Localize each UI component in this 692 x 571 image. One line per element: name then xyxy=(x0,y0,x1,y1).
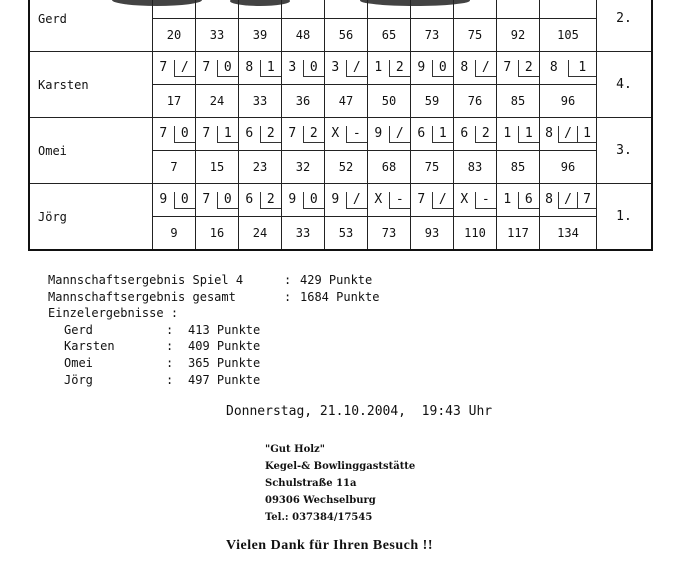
roll-mark: 1 xyxy=(374,60,383,75)
individual-result: Jörg : 497 Punkte xyxy=(64,372,261,387)
roll-mark: 0 xyxy=(217,192,239,209)
frame-score: 105 xyxy=(540,19,597,52)
frame-score: 134 xyxy=(540,217,597,251)
roll-mark: 8 xyxy=(460,60,469,75)
roll-mark: 9 xyxy=(417,60,426,75)
frame-rolls xyxy=(153,52,196,85)
frame-score: 48 xyxy=(282,19,325,52)
frame-score: 76 xyxy=(454,85,497,118)
player-rank: 2. xyxy=(597,0,653,52)
thank-you-message: Vielen Dank für Ihren Besuch !! xyxy=(226,538,433,553)
frame-score: 92 xyxy=(497,19,540,52)
frame-score: 33 xyxy=(196,19,239,52)
roll-mark: 0 xyxy=(217,60,239,77)
frame-score: 36 xyxy=(282,85,325,118)
roll-mark: 1 xyxy=(432,126,454,143)
scoresheet-table xyxy=(28,0,653,251)
roll-mark: 2 xyxy=(260,126,282,143)
roll-mark: 8 xyxy=(545,126,553,141)
frame-rolls xyxy=(411,118,454,151)
address-line: 09306 Wechselburg xyxy=(265,495,376,506)
individual-results-list xyxy=(48,322,379,388)
roll-mark: 7 xyxy=(202,60,211,75)
roll-mark: 7 xyxy=(202,126,211,141)
frame-score: 33 xyxy=(282,217,325,251)
roll-mark: 1 xyxy=(577,126,596,143)
frame-rolls xyxy=(540,0,597,19)
roll-mark: 6 xyxy=(245,126,254,141)
frame-score: 56 xyxy=(325,19,368,52)
roll-mark: 6 xyxy=(460,126,469,141)
frame-rolls xyxy=(239,184,282,217)
frame-rolls xyxy=(497,0,540,19)
roll-mark: 7 xyxy=(202,192,211,207)
frame-rolls xyxy=(497,184,540,217)
team-total-label: Mannschaftsergebnis gesamt xyxy=(48,289,236,304)
team-game-value: 429 Punkte xyxy=(300,273,373,287)
frame-score: 73 xyxy=(368,217,411,251)
address-line: Kegel-& Bowlinggaststätte xyxy=(265,461,416,472)
results-summary xyxy=(48,272,379,388)
scoresheet-body xyxy=(29,0,652,250)
roll-mark: 7 xyxy=(288,126,297,141)
frame-rolls xyxy=(325,118,368,151)
frame-score: 85 xyxy=(497,85,540,118)
roll-mark: 0 xyxy=(174,192,196,209)
roll-mark: 7 xyxy=(417,192,426,207)
team-total-value: 1684 Punkte xyxy=(300,289,380,304)
team-game-result: Mannschaftsergebnis Spiel 4 : 429 Punkte xyxy=(48,273,373,287)
player-rolls-row xyxy=(29,118,652,151)
frame-score: 75 xyxy=(411,151,454,184)
roll-mark: X xyxy=(331,126,340,141)
roll-mark: / xyxy=(346,60,368,77)
frame-score: 7 xyxy=(153,151,196,184)
roll-mark: 9 xyxy=(331,192,340,207)
frame-rolls xyxy=(540,118,597,151)
individual-value: 413 Punkte xyxy=(188,322,261,337)
roll-mark: 6 xyxy=(417,126,426,141)
roll-mark: 3 xyxy=(331,60,340,75)
address-line: Schulstraße 11a xyxy=(265,478,357,489)
frame-score: 39 xyxy=(239,19,282,52)
roll-mark: 1 xyxy=(568,60,597,77)
frame-score: 65 xyxy=(368,19,411,52)
frame-score: 68 xyxy=(368,151,411,184)
roll-mark: / xyxy=(432,192,454,209)
roll-mark: / xyxy=(475,60,497,77)
roll-mark: 2 xyxy=(260,192,282,209)
frame-rolls xyxy=(196,184,239,217)
roll-mark: 8 xyxy=(549,60,558,75)
frame-rolls xyxy=(368,52,411,85)
frame-score: 117 xyxy=(497,217,540,251)
player-name: Jörg xyxy=(29,184,153,251)
player-rank: 4. xyxy=(597,52,653,118)
frame-rolls xyxy=(325,0,368,19)
roll-mark: 9 xyxy=(288,192,297,207)
frame-score: 32 xyxy=(282,151,325,184)
frame-rolls xyxy=(368,184,411,217)
frame-rolls xyxy=(368,118,411,151)
player-name: Karsten xyxy=(29,52,153,118)
roll-mark: 8 xyxy=(545,192,553,207)
frame-rolls xyxy=(540,184,597,217)
frame-score: 24 xyxy=(239,217,282,251)
frame-rolls xyxy=(411,52,454,85)
roll-mark: 6 xyxy=(245,192,254,207)
individual-value: 409 Punkte xyxy=(188,339,261,354)
frame-score: 96 xyxy=(540,85,597,118)
frame-rolls xyxy=(196,118,239,151)
frame-score: 75 xyxy=(454,19,497,52)
frame-rolls xyxy=(325,184,368,217)
player-rank: 3. xyxy=(597,118,653,184)
roll-mark: 7 xyxy=(577,192,596,209)
individual-name: Omei xyxy=(64,355,93,370)
roll-mark: 8 xyxy=(245,60,254,75)
frame-score: 24 xyxy=(196,85,239,118)
frame-rolls xyxy=(282,118,325,151)
individual-name: Karsten xyxy=(64,339,115,354)
frame-rolls xyxy=(540,52,597,85)
frame-rolls xyxy=(239,118,282,151)
frame-score: 73 xyxy=(411,19,454,52)
individual-name: Gerd xyxy=(64,322,93,337)
team-total-result: Mannschaftsergebnis gesamt : 1684 Punkte xyxy=(48,289,380,304)
frame-rolls xyxy=(282,52,325,85)
individual-header: Einzelergebnisse : xyxy=(48,306,179,321)
roll-mark: 1 xyxy=(503,192,512,207)
roll-mark: X xyxy=(460,192,469,207)
player-name: Gerd xyxy=(29,0,153,52)
individual-result: Karsten : 409 Punkte xyxy=(64,339,261,354)
roll-mark: 0 xyxy=(174,126,196,143)
roll-mark: 1 xyxy=(503,126,512,141)
frame-score: 96 xyxy=(540,151,597,184)
frame-score: 17 xyxy=(153,85,196,118)
individual-name: Jörg xyxy=(64,372,93,387)
roll-mark: / xyxy=(558,126,577,143)
address-line: Tel.: 037384/17545 xyxy=(265,512,373,523)
roll-mark: 2 xyxy=(518,60,540,77)
frame-rolls xyxy=(497,118,540,151)
roll-mark: 7 xyxy=(503,60,512,75)
frame-score: 53 xyxy=(325,217,368,251)
receipt-datetime: Donnerstag, 21.10.2004, 19:43 Uhr xyxy=(226,404,493,419)
roll-mark: 3 xyxy=(288,60,297,75)
address-line: "Gut Holz" xyxy=(265,444,325,455)
roll-mark: / xyxy=(389,126,411,143)
player-rank: 1. xyxy=(597,184,653,251)
roll-mark: 7 xyxy=(159,126,168,141)
team-game-label: Mannschaftsergebnis Spiel 4 xyxy=(48,273,244,287)
individual-result: Omei : 365 Punkte xyxy=(64,355,261,370)
player-rolls-row xyxy=(29,184,652,217)
frame-rolls xyxy=(454,52,497,85)
frame-rolls xyxy=(153,118,196,151)
roll-mark: - xyxy=(475,192,497,209)
roll-mark: 6 xyxy=(518,192,540,209)
frame-rolls xyxy=(454,184,497,217)
frame-score: 93 xyxy=(411,217,454,251)
roll-mark: / xyxy=(346,192,368,209)
individual-result: Gerd : 413 Punkte xyxy=(64,322,261,337)
frame-rolls xyxy=(239,52,282,85)
frame-score: 23 xyxy=(239,151,282,184)
venue-address xyxy=(265,441,415,526)
frame-rolls xyxy=(497,52,540,85)
roll-mark: 0 xyxy=(432,60,454,77)
player-rolls-row xyxy=(29,52,652,85)
roll-mark: 1 xyxy=(260,60,282,77)
roll-mark: 9 xyxy=(374,126,383,141)
frame-score: 15 xyxy=(196,151,239,184)
roll-mark: 1 xyxy=(217,126,239,143)
frame-rolls xyxy=(454,118,497,151)
frame-score: 83 xyxy=(454,151,497,184)
roll-mark: X xyxy=(374,192,383,207)
frame-score: 59 xyxy=(411,85,454,118)
roll-mark: 7 xyxy=(159,60,168,75)
player-name: Omei xyxy=(29,118,153,184)
frame-score: 47 xyxy=(325,85,368,118)
frame-rolls xyxy=(196,52,239,85)
roll-mark: 2 xyxy=(303,126,325,143)
frame-score: 110 xyxy=(454,217,497,251)
roll-mark: 0 xyxy=(303,60,325,77)
roll-mark: 1 xyxy=(518,126,540,143)
frame-score: 9 xyxy=(153,217,196,251)
individual-value: 497 Punkte xyxy=(188,372,261,387)
roll-mark: / xyxy=(174,60,196,77)
roll-mark: / xyxy=(558,192,577,209)
frame-score: 33 xyxy=(239,85,282,118)
roll-mark: 2 xyxy=(475,126,497,143)
frame-rolls xyxy=(411,184,454,217)
roll-mark: 2 xyxy=(389,60,411,77)
individual-value: 365 Punkte xyxy=(188,355,261,370)
frame-score: 52 xyxy=(325,151,368,184)
roll-mark: - xyxy=(346,126,368,143)
frame-rolls xyxy=(153,184,196,217)
frame-score: 85 xyxy=(497,151,540,184)
frame-score: 16 xyxy=(196,217,239,251)
roll-mark: 0 xyxy=(303,192,325,209)
frame-rolls xyxy=(325,52,368,85)
frame-score: 50 xyxy=(368,85,411,118)
roll-mark: 9 xyxy=(159,192,168,207)
frame-rolls xyxy=(282,184,325,217)
roll-mark: - xyxy=(389,192,411,209)
frame-score: 20 xyxy=(153,19,196,52)
